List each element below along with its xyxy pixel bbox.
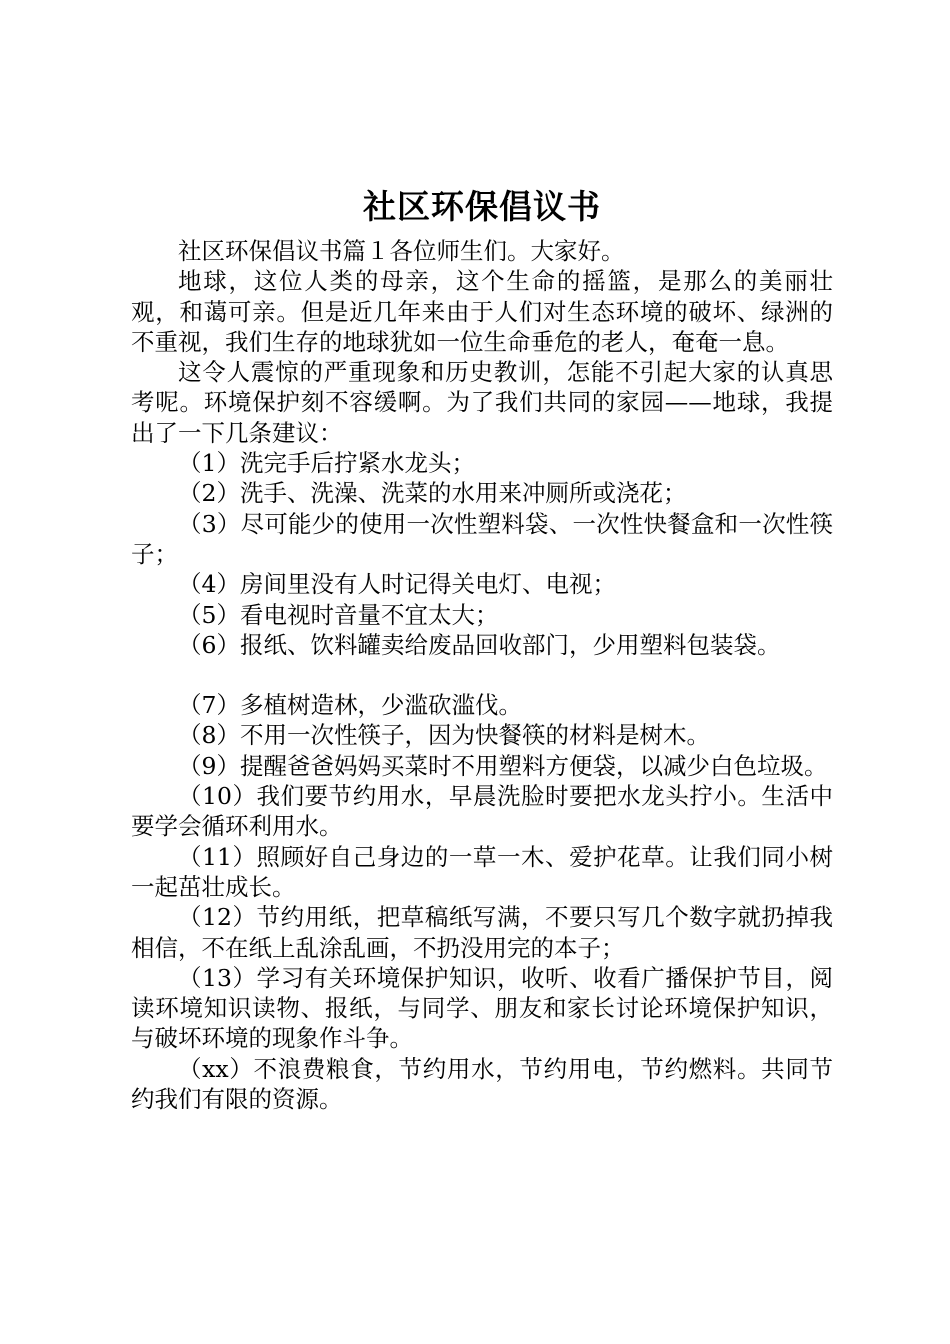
document-title: 社区环保倡议书 xyxy=(363,187,601,226)
blank-line xyxy=(131,660,833,690)
suggestion-item-8: （8）不用一次性筷子，因为快餐筷的材料是树木。 xyxy=(178,721,710,750)
suggestion-item-9: （9）提醒爸爸妈妈买菜时不用塑料方便袋，以减少白色垃圾。 xyxy=(178,751,828,780)
suggestion-item-xx: （xx）不浪费粮食，节约用水，节约用电，节约燃料。共同节约我们有限的资源。 xyxy=(131,1054,833,1114)
suggestion-item-12: （12）节约用纸，把草稿纸写满，不要只写几个数字就扔掉我相信，不在纸上乱涂乱画，不扔没用完的本子； xyxy=(131,903,833,962)
body-paragraph-proposal: 这令人震惊的严重现象和历史教训，怎能不引起大家的认真思考呢。环境保护刻不容缓啊。为了我们共同的家园——地球，我提出了一下几条建议： xyxy=(131,358,833,447)
document-page xyxy=(131,182,833,1114)
suggestion-item-5: （5）看电视时音量不宜太大； xyxy=(178,600,499,629)
suggestion-item-1: （1）洗完手后拧紧水龙头； xyxy=(178,449,475,478)
body-paragraph-earth: 地球，这位人类的母亲，这个生命的摇篮，是那么的美丽壮观，和蔼可亲。但是近几年来由于人们对生态环境的破坏、绿洲的不重视，我们生存的地球犹如一位生命垂危的老人，奄奄一息。 xyxy=(131,267,833,356)
suggestion-item-6: （6）报纸、饮料罐卖给废品回收部门，少用塑料包装袋。 xyxy=(178,630,781,659)
suggestion-item-7: （7）多植树造林，少滥砍滥伐。 xyxy=(178,691,522,720)
suggestion-item-4: （4）房间里没有人时记得关电灯、电视； xyxy=(178,570,616,599)
suggestion-item-3: （3）尽可能少的使用一次性塑料袋、一次性快餐盒和一次性筷子； xyxy=(131,509,833,568)
suggestion-item-2: （2）洗手、洗澡、洗菜的水用来冲厕所或浇花； xyxy=(178,479,687,508)
suggestion-item-13: （13）学习有关环境保护知识，收听、收看广播保护节目，阅读环境知识读物、报纸，与同学、朋友和家长讨论环境保护知识，与破坏环境的现象作斗争。 xyxy=(131,963,833,1053)
intro-paragraph: 社区环保倡议书篇１各位师生们。大家好。 xyxy=(178,237,625,265)
suggestion-item-11: （11）照顾好自己身边的一草一木、爱护花草。让我们同小树一起茁壮成长。 xyxy=(131,842,833,901)
suggestion-item-10: （10）我们要节约用水，早晨洗脸时要把水龙头拧小。生活中要学会循环利用水。 xyxy=(131,782,833,841)
